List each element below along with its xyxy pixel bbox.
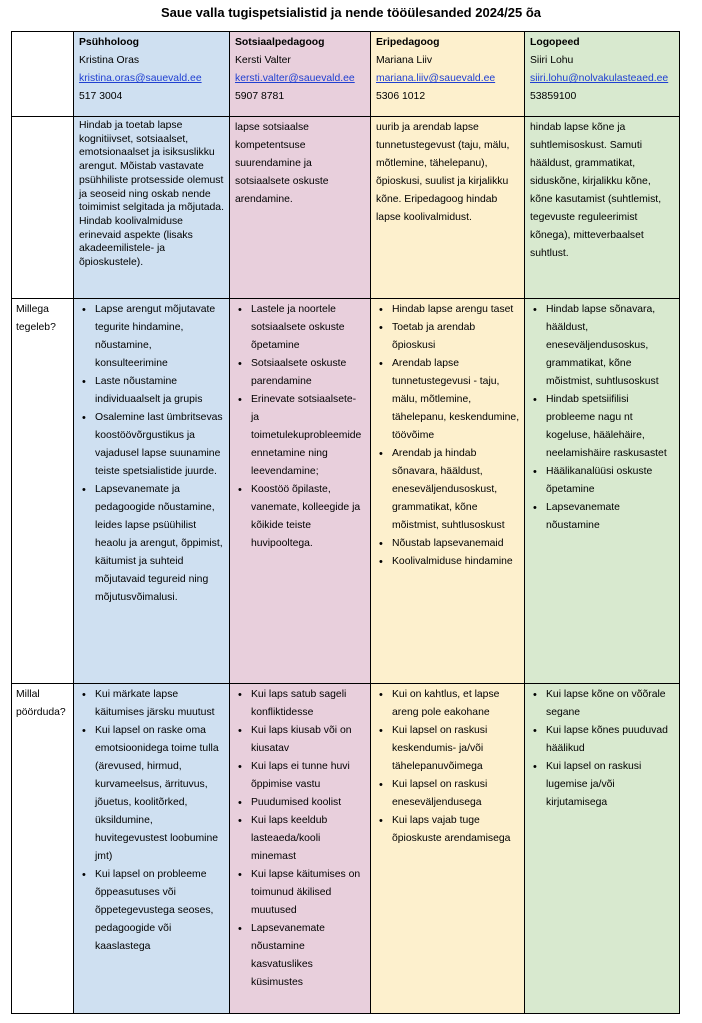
when-cell: [230, 684, 371, 1014]
list-item: • Puudumised koolist: [251, 794, 366, 812]
header-cell-speech-therapist: [525, 32, 680, 117]
list-item: • Kui laps keeldub lasteaeda/kooli minemast: [251, 812, 366, 866]
list-item: • Arendab lapse tunnetustegevusi - taju, mälu, mõtlemine, tähelepanu, keskendumine, töövõime: [392, 355, 520, 445]
list-item: • Toetab ja arendab õpioskusi: [392, 319, 520, 355]
role-title: Sotsiaalpedagoog: [235, 37, 325, 48]
list-item: • Kui lapse käitumises on toimunud äkilised muutused: [251, 866, 366, 920]
description-cell: Hindab ja toetab lapse kognitiivset, sotsiaalset, emotsionaalset ja isiksuslikku arengut. Mõistab vastavate psühhiliste protsesside olemust ja seoseid ning oskab nende toimimist selgitada ja mõjutada. Hindab koolivalmiduse erinevaid aspekte (lisaks akadeemilistele- ja õpioskustele).: [74, 117, 230, 299]
list-item: • Laste nõustamine individuaalselt ja grupis: [95, 373, 225, 409]
list-item: • Kui lapsel on raskusi eneseväljendusega: [392, 776, 520, 812]
description-cell: lapse sotsiaalse kompetentsuse suurendamine ja sotsiaalsete oskuste arendamine.: [230, 117, 371, 299]
list-item: • Lastele ja noortele sotsiaalsete oskuste õpetamine: [251, 301, 366, 355]
header-cell-special-educator: [371, 32, 525, 117]
list-item: • Kui lapsel on probleeme õppeasutuses või õppetegevustega seoses, pedagoogide või kaaslastega: [95, 866, 225, 956]
list-item: • Osalemine last ümbritsevas koostöövõrgustikus ja vajadusel lapse suunamine teiste spetsialistide juurde.: [95, 409, 225, 481]
list-item: • Lapsevanemate nõustamine: [546, 499, 675, 535]
when-list: [79, 686, 225, 956]
list-item: • Kui lapse kõne on võõrale segane: [546, 686, 675, 722]
description-cell: hindab lapse kõne ja suhtlemisoskust. Samuti hääldust, grammatikat, siduskõne, kirjalikku kõne, kõne kasutamist (suhtlemist, tegevuste reguleerimist kõnega), mitteverbaalset suhtlust.: [525, 117, 680, 299]
email-link[interactable]: kersti.valter@sauevald.ee: [235, 73, 355, 84]
description-row: [12, 117, 680, 299]
list-item: • Kui lapsel on raske oma emotsioonidega toime tulla (ärevused, hirmud, kurvameelsus, ärrituvus, jõuetus, koolitõrked, üksildumine, huvitegevustest loobumine jmt): [95, 722, 225, 866]
list-item: • Kui märkate lapse käitumises järsku muutust: [95, 686, 225, 722]
list-item: • Kui laps vajab tuge õpioskuste arendamisega: [392, 812, 520, 848]
tasks-list: [376, 301, 520, 571]
list-item: • Nõustab lapsevanemaid: [392, 535, 520, 553]
person-name: Siiri Lohu: [530, 55, 574, 66]
row-label-text: Millal pöörduda?: [16, 689, 66, 718]
list-item: • Kui laps ei tunne huvi õppimise vastu: [251, 758, 366, 794]
when-list: [376, 686, 520, 848]
email-link[interactable]: siiri.lohu@nolvakulasteaed.ee: [530, 73, 669, 84]
list-item: • Kui laps kiusab või on kiusatav: [251, 722, 366, 758]
phone-number: 5306 1012: [376, 91, 426, 102]
phone-number: 517 3004: [79, 91, 123, 102]
role-title: Psühholoog: [79, 37, 140, 48]
tasks-cell: [230, 299, 371, 684]
list-item: • Sotsiaalsete oskuste parendamine: [251, 355, 366, 391]
tasks-cell: [74, 299, 230, 684]
list-item: • Lapse arengut mõjutavate tegurite hindamine, nõustamine, konsulteerimine: [95, 301, 225, 373]
phone-number: 53859100: [530, 91, 577, 102]
when-cell: [74, 684, 230, 1014]
header-row: [12, 32, 680, 117]
person-name: Mariana Liiv: [376, 55, 433, 66]
tasks-list: [235, 301, 366, 553]
list-item: • Koolivalmiduse hindamine: [392, 553, 520, 571]
list-item: • Lapsevanemate ja pedagoogide nõustamine, leides lapse psüühilist heaolu ja arengut, õppimist, käitumist ja suhteid mõjutavaid tegureid ning mõjutusvõimalusi.: [95, 481, 225, 607]
list-item: • Kui on kahtlus, et lapse areng pole eakohane: [392, 686, 520, 722]
list-item: • Kui lapse kõnes puuduvad häälikud: [546, 722, 675, 758]
person-name: Kersti Valter: [235, 55, 291, 66]
list-item: • Kui laps satub sageli konfliktidesse: [251, 686, 366, 722]
tasks-cell: [525, 299, 680, 684]
list-item: • Kui lapsel on raskusi lugemise ja/või kirjutamisega: [546, 758, 675, 812]
when-list: [530, 686, 675, 812]
list-item: • Kui lapsel on raskusi keskendumis- ja/või tähelepanuvõimega: [392, 722, 520, 776]
empty-corner-cell: [12, 32, 74, 117]
list-item: • Erinevate sotsiaalsete- ja toimetulekuprobleemide ennetamine ning leevendamine;: [251, 391, 366, 481]
role-title: Eripedagoog: [376, 37, 440, 48]
list-item: • Hindab spetsiifilisi probleeme nagu nt kogeluse, häälehäire, neelamishäire raskusastet: [546, 391, 675, 463]
tasks-cell: [371, 299, 525, 684]
list-item: • Hindab lapse arengu taset: [392, 301, 520, 319]
person-name: Kristina Oras: [79, 55, 140, 66]
list-item: • Hindab lapse sõnavara, hääldust, eneseväljendusoskus, grammatikat, kõne mõistmist, suhtlusoskust: [546, 301, 675, 391]
list-item: • Häälikanalüüsi oskuste õpetamine: [546, 463, 675, 499]
email-link[interactable]: mariana.liiv@sauevald.ee: [376, 73, 496, 84]
header-cell-psychologist: [74, 32, 230, 117]
specialists-table: [11, 31, 680, 1014]
when-list: [235, 686, 366, 992]
phone-number: 5907 8781: [235, 91, 285, 102]
description-cell: uurib ja arendab lapse tunnetustegevust (taju, mälu, mõtlemine, tähelepanu), õpioskusi, suulist ja kirjalikku kõne. Eripedagoog hindab lapse koolivalmidust.: [371, 117, 525, 299]
email-link[interactable]: kristina.oras@sauevald.ee: [79, 73, 202, 84]
header-cell-social-pedagogue: [230, 32, 371, 117]
list-item: • Arendab ja hindab sõnavara, hääldust, eneseväljendusoskust, grammatikat, kõne mõistmist, suhtlusoskust: [392, 445, 520, 535]
when-row: [12, 684, 680, 1014]
list-item: • Koostöö õpilaste, vanemate, kolleegide ja kõikide teiste huvipooltega.: [251, 481, 366, 553]
role-title: Logopeed: [530, 37, 580, 48]
tasks-row: [12, 299, 680, 684]
list-item: • Lapsevanemate nõustamine kasvatuslikes küsimustes: [251, 920, 366, 992]
row-label-tasks: [12, 299, 74, 684]
tasks-list: [79, 301, 225, 607]
page-title: Saue valla tugispetsialistid ja nende tööülesanded 2024/25 õa: [160, 5, 542, 20]
tasks-list: [530, 301, 675, 535]
when-cell: [525, 684, 680, 1014]
row-label-when: [12, 684, 74, 1014]
empty-label-cell: [12, 117, 74, 299]
when-cell: [371, 684, 525, 1014]
row-label-text: Millega tegeleb?: [16, 304, 56, 333]
